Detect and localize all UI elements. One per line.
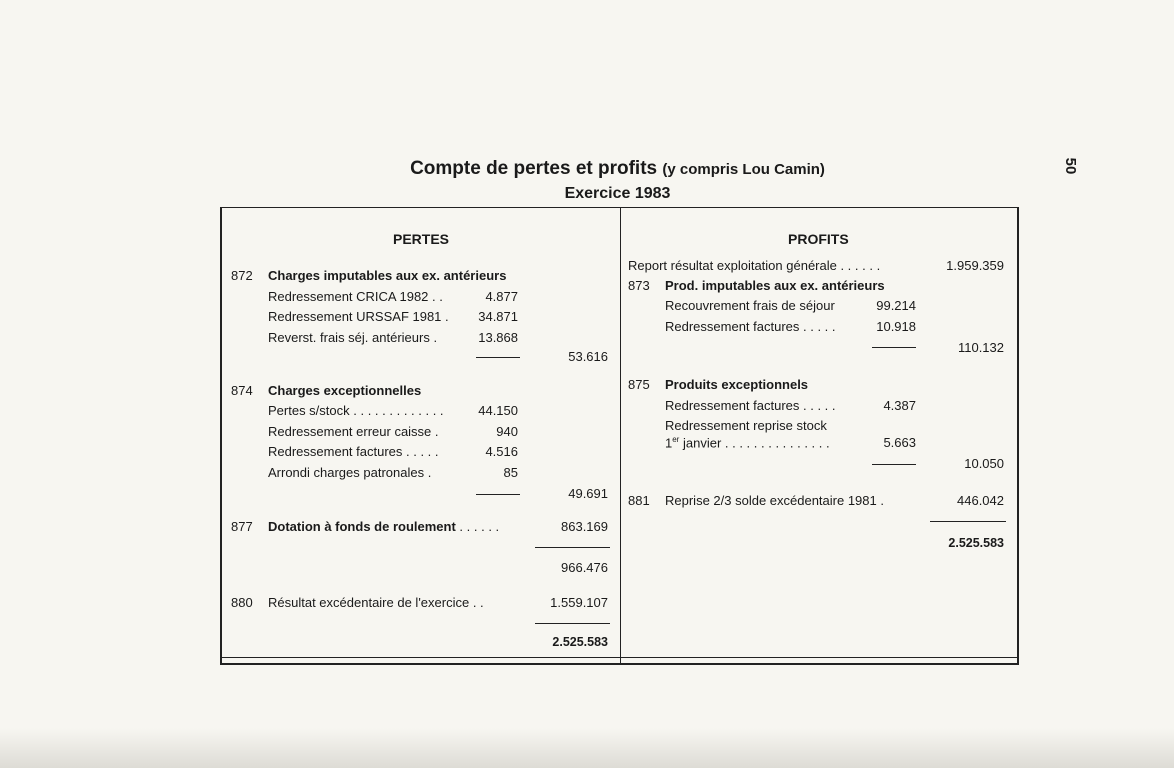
code-880: 880 bbox=[231, 595, 253, 610]
s874-item-label: Redressement factures . . . . . bbox=[268, 444, 439, 459]
code-872: 872 bbox=[231, 268, 253, 283]
code-881: 881 bbox=[628, 493, 650, 508]
s872-title: Charges imputables aux ex. antérieurs bbox=[268, 268, 507, 283]
title-main: Compte de pertes et profits bbox=[410, 158, 658, 179]
s877-value: 863.169 bbox=[561, 519, 608, 534]
s877-title: Dotation à fonds de roulement bbox=[268, 519, 456, 534]
s880-label: Résultat excédentaire de l'exercice . . bbox=[268, 595, 484, 610]
s874-item-label: Redressement erreur caisse . bbox=[268, 424, 439, 439]
s874-item-value: 4.516 bbox=[485, 444, 518, 459]
s875-item-label: Redressement factures . . . . . bbox=[665, 398, 836, 413]
s872-item-value: 34.871 bbox=[478, 309, 518, 324]
s877-dots: . . . . . . bbox=[459, 519, 500, 534]
s875-title: Produits exceptionnels bbox=[665, 377, 809, 392]
s872-item-label: Reverst. frais séj. antérieurs . bbox=[268, 330, 438, 345]
profits-header: PROFITS bbox=[788, 231, 849, 247]
total-rule bbox=[930, 521, 1006, 522]
s872-total: 53.616 bbox=[568, 349, 608, 364]
ordinal-number: 1 bbox=[665, 435, 673, 451]
s881-label: Reprise 2/3 solde excédentaire 1981 . bbox=[665, 493, 884, 508]
title-year: Exercice 1983 bbox=[564, 185, 671, 202]
table-column-divider bbox=[620, 208, 621, 663]
pertes-subtotal: 966.476 bbox=[561, 560, 608, 575]
total-rule bbox=[535, 623, 610, 624]
page-shadow bbox=[0, 728, 1174, 768]
subtotal-rule bbox=[872, 347, 916, 348]
profits-grand-total: 2.525.583 bbox=[948, 536, 1004, 550]
pertes-header: PERTES bbox=[393, 231, 450, 247]
code-877: 877 bbox=[231, 519, 253, 534]
subtotal-rule bbox=[476, 494, 520, 495]
s874-total: 49.691 bbox=[568, 486, 608, 501]
ordinal-rest: janvier . . . . . . . . . . . . . . . bbox=[679, 435, 830, 451]
title-sub: (y compris Lou Camin) bbox=[662, 161, 825, 178]
s875-item-label: Redressement reprise stock bbox=[665, 418, 827, 433]
s874-item-label: Arrondi charges patronales . bbox=[268, 465, 432, 480]
code-873: 873 bbox=[628, 278, 650, 293]
code-875: 875 bbox=[628, 377, 650, 392]
table-bottom-rule bbox=[220, 657, 1017, 658]
s873-item-value: 10.918 bbox=[876, 319, 916, 334]
s874-item-value: 44.150 bbox=[478, 403, 518, 418]
s873-item-label: Recouvrement frais de séjour bbox=[665, 298, 835, 313]
s875-item-label-line2 bbox=[665, 435, 830, 450]
pertes-grand-total: 2.525.583 bbox=[552, 635, 608, 649]
report-label: Report résultat exploitation générale . . . . . . bbox=[628, 258, 881, 273]
s872-item-value: 13.868 bbox=[478, 330, 518, 345]
s873-item-value: 99.214 bbox=[876, 298, 916, 313]
code-874: 874 bbox=[231, 383, 253, 398]
total-rule bbox=[535, 547, 610, 548]
s875-total: 10.050 bbox=[964, 456, 1004, 471]
subtotal-rule bbox=[872, 464, 916, 465]
s872-item-label: Redressement CRICA 1982 . . bbox=[268, 289, 443, 304]
s873-title: Prod. imputables aux ex. antérieurs bbox=[665, 278, 885, 293]
s874-item-value: 85 bbox=[503, 465, 518, 480]
s880-value: 1.559.107 bbox=[550, 595, 608, 610]
s874-item-label: Pertes s/stock . . . . . . . . . . . . . bbox=[268, 403, 444, 418]
s873-total: 110.132 bbox=[957, 340, 1004, 355]
s874-item-value: 940 bbox=[496, 424, 518, 439]
s874-title: Charges exceptionnelles bbox=[268, 383, 422, 398]
subtotal-rule bbox=[476, 357, 520, 358]
report-value: 1.959.359 bbox=[946, 258, 1004, 273]
page-number: 50 bbox=[1062, 157, 1079, 175]
s872-item-label: Redressement URSSAF 1981 . bbox=[268, 309, 449, 324]
page-title bbox=[220, 158, 1015, 180]
table-top-rule bbox=[220, 207, 1017, 208]
s873-item-label: Redressement factures . . . . . bbox=[665, 319, 836, 334]
ordinal-suffix: er bbox=[672, 435, 680, 444]
s881-value: 446.042 bbox=[957, 493, 1004, 508]
s877-line bbox=[268, 519, 499, 534]
s875-item-value: 4.387 bbox=[883, 398, 916, 413]
s872-item-value: 4.877 bbox=[485, 289, 518, 304]
s875-item-value: 5.663 bbox=[883, 435, 916, 450]
